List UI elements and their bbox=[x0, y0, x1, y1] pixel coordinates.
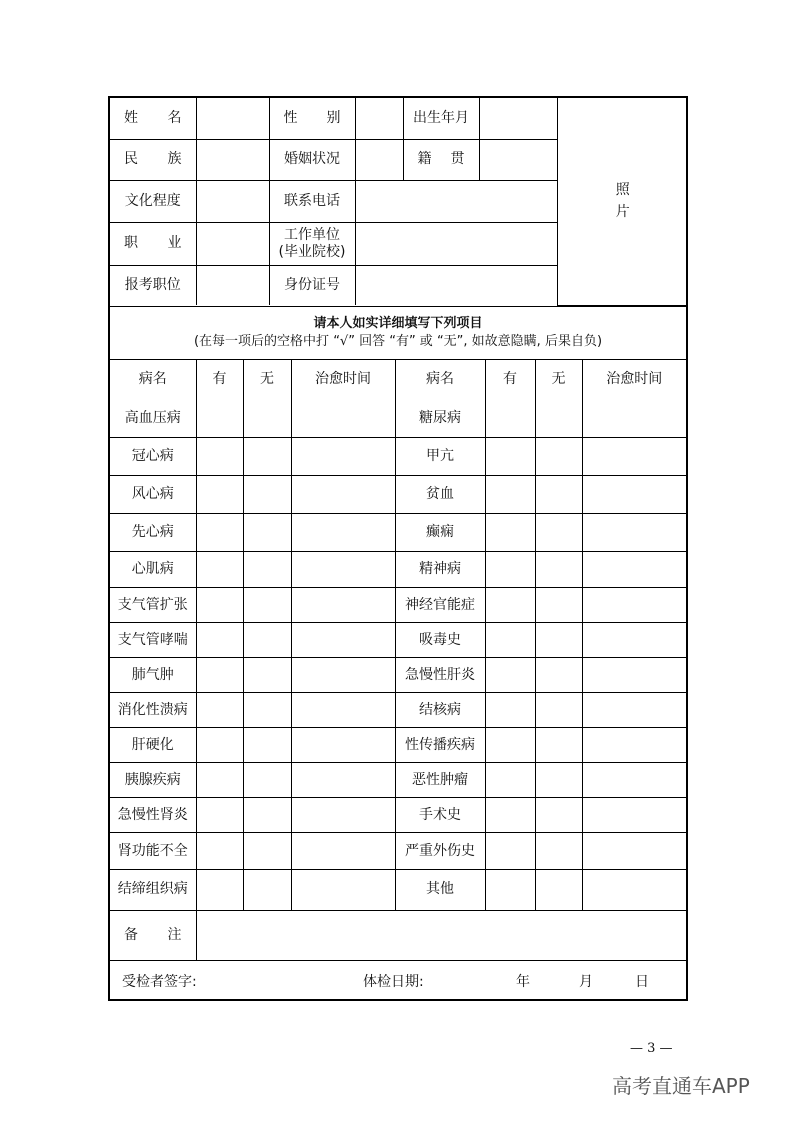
page-number: — 3 — bbox=[630, 1041, 673, 1056]
yes-check-left[interactable] bbox=[196, 438, 243, 476]
yes-check-right[interactable] bbox=[485, 476, 535, 514]
disease-row bbox=[110, 693, 686, 728]
disease-name-right: 吸毒史 bbox=[395, 623, 485, 658]
remarks-label: 备 注 bbox=[110, 910, 196, 960]
yes-check-right[interactable] bbox=[485, 870, 535, 910]
cure-time-right[interactable] bbox=[582, 438, 686, 476]
disease-name-left: 风心病 bbox=[110, 476, 196, 514]
no-check-left[interactable] bbox=[243, 870, 291, 910]
marital-field[interactable] bbox=[355, 139, 403, 180]
notice-block bbox=[110, 306, 686, 360]
cure-time-right[interactable] bbox=[582, 623, 686, 658]
disease-row bbox=[110, 623, 686, 658]
disease-name-right: 贫血 bbox=[395, 476, 485, 514]
occupation-label: 职 业 bbox=[110, 222, 196, 265]
disease-name-right: 神经官能症 bbox=[395, 588, 485, 623]
no-check-right[interactable] bbox=[535, 833, 582, 870]
position-field[interactable] bbox=[196, 265, 269, 305]
cure-time-left[interactable] bbox=[291, 623, 395, 658]
cure-time-left[interactable] bbox=[291, 588, 395, 623]
disease-row bbox=[110, 588, 686, 623]
medical-history-form bbox=[108, 96, 688, 1001]
cure-time-right[interactable] bbox=[582, 514, 686, 552]
phone-label: 联系电话 bbox=[269, 180, 355, 222]
disease-row bbox=[110, 658, 686, 693]
cure-time-right[interactable] bbox=[582, 833, 686, 870]
cure-time-right[interactable] bbox=[582, 400, 686, 438]
disease-row bbox=[110, 514, 686, 552]
no-check-right[interactable] bbox=[535, 798, 582, 833]
header-no-right: 无 bbox=[535, 360, 582, 400]
disease-name-right: 癫痫 bbox=[395, 514, 485, 552]
signature-row bbox=[110, 960, 686, 999]
yes-check-right[interactable] bbox=[485, 833, 535, 870]
yes-check-right[interactable] bbox=[485, 798, 535, 833]
disease-name-left: 高血压病 bbox=[110, 400, 196, 438]
no-check-left[interactable] bbox=[243, 693, 291, 728]
cure-time-left[interactable] bbox=[291, 728, 395, 763]
id-number-field[interactable] bbox=[355, 265, 557, 305]
native-place-field[interactable] bbox=[479, 139, 557, 180]
cure-time-right[interactable] bbox=[582, 476, 686, 514]
no-check-right[interactable] bbox=[535, 763, 582, 798]
no-check-left[interactable] bbox=[243, 476, 291, 514]
cure-time-right[interactable] bbox=[582, 693, 686, 728]
workplace-field[interactable] bbox=[355, 222, 557, 265]
education-field[interactable] bbox=[196, 180, 269, 222]
yes-check-left[interactable] bbox=[196, 693, 243, 728]
cure-time-right[interactable] bbox=[582, 588, 686, 623]
no-check-left[interactable] bbox=[243, 514, 291, 552]
yes-check-left[interactable] bbox=[196, 798, 243, 833]
cure-time-left[interactable] bbox=[291, 798, 395, 833]
yes-check-right[interactable] bbox=[485, 588, 535, 623]
workplace-label: 工作单位 (毕业院校) bbox=[269, 222, 355, 265]
cure-time-right[interactable] bbox=[582, 870, 686, 910]
no-check-right[interactable] bbox=[535, 476, 582, 514]
yes-check-right[interactable] bbox=[485, 623, 535, 658]
disease-row bbox=[110, 763, 686, 798]
no-check-left[interactable] bbox=[243, 728, 291, 763]
header-yes-right: 有 bbox=[485, 360, 535, 400]
notice-title: 请本人如实详细填写下列项目 bbox=[313, 315, 483, 331]
no-check-right[interactable] bbox=[535, 693, 582, 728]
date-year-label: 年 bbox=[516, 974, 530, 990]
cure-time-left[interactable] bbox=[291, 658, 395, 693]
exam-date-label: 体检日期: bbox=[363, 974, 424, 990]
disease-row bbox=[110, 400, 686, 438]
cure-time-right[interactable] bbox=[582, 552, 686, 588]
yes-check-right[interactable] bbox=[485, 514, 535, 552]
no-check-right[interactable] bbox=[535, 438, 582, 476]
no-check-left[interactable] bbox=[243, 798, 291, 833]
gender-field[interactable] bbox=[355, 98, 403, 139]
position-label: 报考职位 bbox=[110, 265, 196, 305]
native-place-label: 籍 贯 bbox=[403, 139, 479, 180]
cure-time-left[interactable] bbox=[291, 870, 395, 910]
disease-name-left: 支气管哮喘 bbox=[110, 623, 196, 658]
id-number-label: 身份证号 bbox=[269, 265, 355, 305]
marital-label: 婚姻状况 bbox=[269, 139, 355, 180]
disease-name-right: 结核病 bbox=[395, 693, 485, 728]
occupation-field[interactable] bbox=[196, 222, 269, 265]
yes-check-left[interactable] bbox=[196, 476, 243, 514]
education-label: 文化程度 bbox=[110, 180, 196, 222]
yes-check-left[interactable] bbox=[196, 833, 243, 870]
yes-check-right[interactable] bbox=[485, 438, 535, 476]
disease-name-left: 消化性溃病 bbox=[110, 693, 196, 728]
personal-info-table bbox=[110, 98, 688, 306]
cure-time-right[interactable] bbox=[582, 658, 686, 693]
cure-time-left[interactable] bbox=[291, 476, 395, 514]
date-month-label: 月 bbox=[579, 974, 593, 990]
disease-name-left: 肺气肿 bbox=[110, 658, 196, 693]
no-check-right[interactable] bbox=[535, 870, 582, 910]
date-day-label: 日 bbox=[635, 974, 649, 990]
cure-time-right[interactable] bbox=[582, 798, 686, 833]
yes-check-left[interactable] bbox=[196, 623, 243, 658]
cure-time-right[interactable] bbox=[582, 728, 686, 763]
yes-check-right[interactable] bbox=[485, 728, 535, 763]
name-field[interactable] bbox=[196, 98, 269, 139]
yes-check-left[interactable] bbox=[196, 763, 243, 798]
yes-check-left[interactable] bbox=[196, 870, 243, 910]
disease-row bbox=[110, 870, 686, 910]
disease-row bbox=[110, 798, 686, 833]
disease-row bbox=[110, 552, 686, 588]
header-disease-right: 病名 bbox=[395, 360, 485, 400]
no-check-right[interactable] bbox=[535, 623, 582, 658]
disease-name-left: 胰腺疾病 bbox=[110, 763, 196, 798]
cure-time-left[interactable] bbox=[291, 833, 395, 870]
disease-table bbox=[110, 360, 686, 910]
header-yes-left: 有 bbox=[196, 360, 243, 400]
cure-time-left[interactable] bbox=[291, 552, 395, 588]
ethnic-field[interactable] bbox=[196, 139, 269, 180]
cure-time-left[interactable] bbox=[291, 514, 395, 552]
header-cure-left: 治愈时间 bbox=[291, 360, 395, 400]
name-label: 姓 名 bbox=[110, 98, 196, 139]
no-check-left[interactable] bbox=[243, 438, 291, 476]
yes-check-left[interactable] bbox=[196, 552, 243, 588]
remarks-field[interactable] bbox=[196, 910, 686, 960]
no-check-left[interactable] bbox=[243, 763, 291, 798]
cure-time-left[interactable] bbox=[291, 400, 395, 438]
disease-name-right: 性传播疾病 bbox=[395, 728, 485, 763]
yes-check-left[interactable] bbox=[196, 658, 243, 693]
header-disease-left: 病名 bbox=[110, 360, 196, 400]
disease-row bbox=[110, 476, 686, 514]
gender-label: 性 别 bbox=[269, 98, 355, 139]
cure-time-left[interactable] bbox=[291, 763, 395, 798]
disease-name-left: 肾功能不全 bbox=[110, 833, 196, 870]
birth-label: 出生年月 bbox=[403, 98, 479, 139]
header-no-left: 无 bbox=[243, 360, 291, 400]
disease-name-right: 甲亢 bbox=[395, 438, 485, 476]
disease-name-left: 先心病 bbox=[110, 514, 196, 552]
disease-name-right: 严重外伤史 bbox=[395, 833, 485, 870]
disease-name-left: 冠心病 bbox=[110, 438, 196, 476]
no-check-left[interactable] bbox=[243, 588, 291, 623]
no-check-left[interactable] bbox=[243, 552, 291, 588]
ethnic-label: 民 族 bbox=[110, 139, 196, 180]
no-check-right[interactable] bbox=[535, 552, 582, 588]
no-check-left[interactable] bbox=[243, 833, 291, 870]
photo-box: 照 片 bbox=[557, 98, 688, 305]
disease-name-right: 糖尿病 bbox=[395, 400, 485, 438]
watermark: 高考直通车APP bbox=[612, 1074, 750, 1098]
disease-name-left: 结缔组织病 bbox=[110, 870, 196, 910]
yes-check-right[interactable] bbox=[485, 693, 535, 728]
remarks-table bbox=[110, 910, 686, 961]
no-check-right[interactable] bbox=[535, 400, 582, 438]
phone-field[interactable] bbox=[355, 180, 557, 222]
no-check-right[interactable] bbox=[535, 658, 582, 693]
yes-check-left[interactable] bbox=[196, 514, 243, 552]
birth-field[interactable] bbox=[479, 98, 557, 139]
cure-time-left[interactable] bbox=[291, 693, 395, 728]
yes-check-right[interactable] bbox=[485, 552, 535, 588]
examinee-signature-label: 受检者签字: bbox=[122, 974, 197, 990]
disease-name-left: 肝硬化 bbox=[110, 728, 196, 763]
cure-time-left[interactable] bbox=[291, 438, 395, 476]
disease-name-right: 手术史 bbox=[395, 798, 485, 833]
yes-check-left[interactable] bbox=[196, 400, 243, 438]
disease-name-left: 心肌病 bbox=[110, 552, 196, 588]
disease-name-right: 急慢性肝炎 bbox=[395, 658, 485, 693]
header-cure-right: 治愈时间 bbox=[582, 360, 686, 400]
no-check-left[interactable] bbox=[243, 658, 291, 693]
disease-name-left: 急慢性肾炎 bbox=[110, 798, 196, 833]
yes-check-right[interactable] bbox=[485, 763, 535, 798]
yes-check-right[interactable] bbox=[485, 658, 535, 693]
disease-row bbox=[110, 438, 686, 476]
disease-name-right: 精神病 bbox=[395, 552, 485, 588]
yes-check-left[interactable] bbox=[196, 728, 243, 763]
disease-name-left: 支气管扩张 bbox=[110, 588, 196, 623]
disease-row bbox=[110, 728, 686, 763]
yes-check-right[interactable] bbox=[485, 400, 535, 438]
no-check-right[interactable] bbox=[535, 514, 582, 552]
notice-subtitle: (在每一项后的空格中打 “√” 回答 “有” 或 “无”, 如故意隐瞒, 后果自负) bbox=[193, 333, 603, 349]
cure-time-right[interactable] bbox=[582, 763, 686, 798]
disease-row bbox=[110, 833, 686, 870]
no-check-left[interactable] bbox=[243, 623, 291, 658]
no-check-left[interactable] bbox=[243, 400, 291, 438]
disease-header-row bbox=[110, 360, 686, 400]
no-check-right[interactable] bbox=[535, 588, 582, 623]
yes-check-left[interactable] bbox=[196, 588, 243, 623]
disease-name-right: 恶性肿瘤 bbox=[395, 763, 485, 798]
disease-name-right: 其他 bbox=[395, 870, 485, 910]
no-check-right[interactable] bbox=[535, 728, 582, 763]
